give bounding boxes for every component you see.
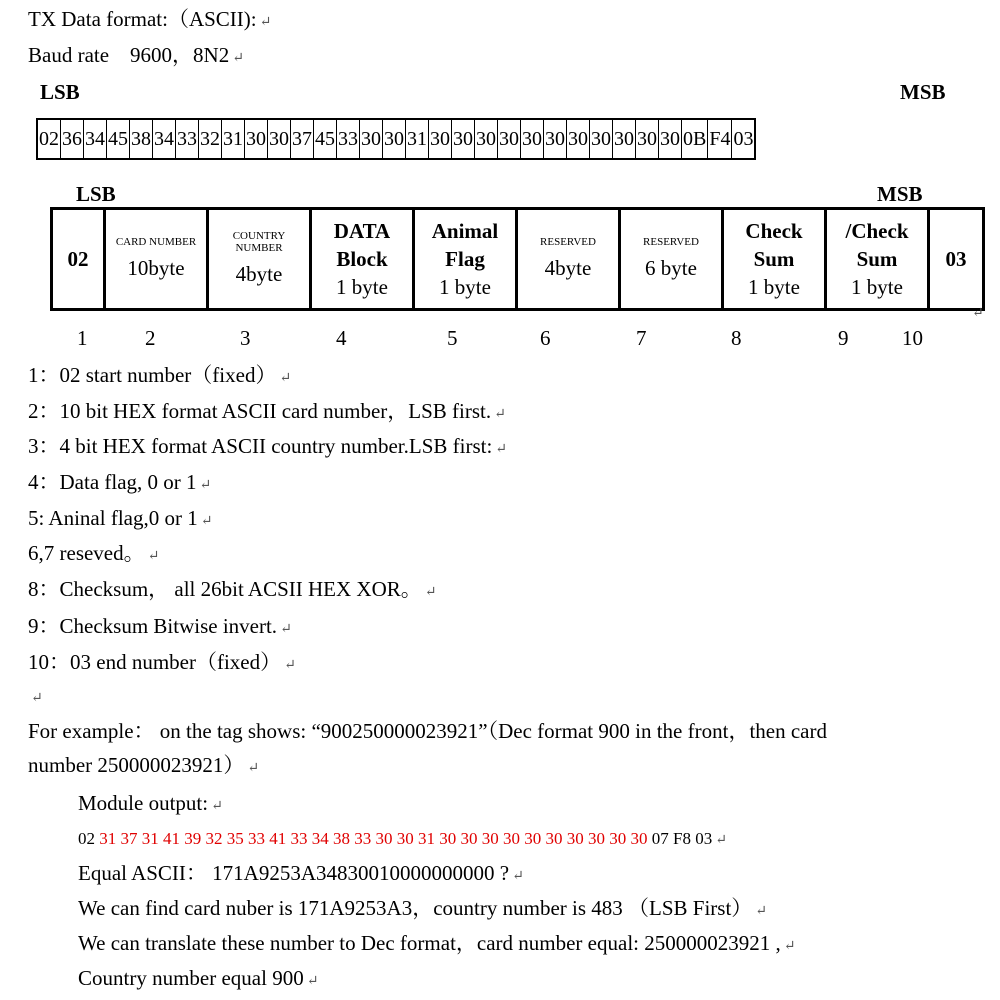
field-title: Check Sum: [745, 219, 803, 271]
output-end: 07 F8 03: [651, 829, 713, 848]
field-row: [52, 209, 984, 310]
field-title: DATA Block: [333, 219, 391, 271]
note-line: 2：10 bit HEX format ASCII card number，LSB first. ↵: [28, 399, 506, 423]
byte-cell: 30: [567, 119, 590, 159]
field-number: 7: [636, 326, 647, 350]
byte-cell: 37: [291, 119, 314, 159]
field-cell: [311, 209, 414, 310]
byte-cell: 30: [429, 119, 452, 159]
field-number: 2: [145, 326, 156, 350]
output-start: 02: [78, 829, 95, 848]
byte-cell: 30: [268, 119, 291, 159]
field-number: 3: [240, 326, 251, 350]
byte-cell: 45: [107, 119, 130, 159]
note-line: 6,7 reseved。 ↵: [28, 541, 160, 565]
byte-cell: 30: [452, 119, 475, 159]
byte-cell: 30: [590, 119, 613, 159]
field-cell: [105, 209, 208, 310]
field-number-row: [0, 326, 1000, 352]
byte-cell: 30: [498, 119, 521, 159]
byte-cell: 31: [222, 119, 245, 159]
byte-cell: 32: [199, 119, 222, 159]
field-cell: [929, 209, 984, 310]
field-cell: [826, 209, 929, 310]
field-size: 10byte: [127, 256, 185, 280]
field-cell: [517, 209, 620, 310]
field-cell: [52, 209, 105, 310]
field-number: 6: [540, 326, 551, 350]
baud-rate-line: Baud rate 9600，8N2 ↵: [28, 43, 244, 67]
field-title: RESERVED: [643, 236, 699, 248]
note-line: 9：Checksum Bitwise invert. ↵: [28, 614, 292, 638]
field-size: 03: [945, 247, 967, 271]
byte-cell: 02: [37, 119, 61, 159]
byte-cell: 30: [475, 119, 498, 159]
byte-row: [37, 119, 755, 159]
output-data-bytes: 31 37 31 41 39 32 35 33 41 33 34 38 33 30 30 31 30 30 30 30 30 30 30 30 30 30: [99, 829, 648, 848]
field-number: 8: [731, 326, 742, 350]
note-line: 8：Checksum， all 26bit ACSII HEX XOR。 ↵: [28, 577, 437, 601]
byte-cell: 31: [406, 119, 429, 159]
byte-cell: 30: [521, 119, 544, 159]
example-line-2: number 250000023921） ↵: [28, 753, 260, 777]
note-line: 1：02 start number（fixed） ↵: [28, 363, 292, 387]
field-cell: [620, 209, 723, 310]
byte-cell: 33: [176, 119, 199, 159]
field-size: 1 byte: [439, 275, 491, 299]
field-size: 02: [67, 247, 89, 271]
empty-paragraph: ↵: [31, 691, 43, 706]
field-size: 1 byte: [336, 275, 388, 299]
byte-cell: 45: [314, 119, 337, 159]
byte-cell: 0B: [682, 119, 708, 159]
byte-cell: 30: [613, 119, 636, 159]
byte-cell: 30: [636, 119, 659, 159]
field-number: 4: [336, 326, 347, 350]
field-size: 6 byte: [645, 256, 697, 280]
field-title: COUNTRY NUMBER: [232, 230, 286, 254]
byte-cell: 34: [153, 119, 176, 159]
note-line: 3：4 bit HEX format ASCII country number.LSB first: ↵: [28, 434, 508, 458]
field-title: RESERVED: [540, 236, 596, 248]
byte-cell: 30: [383, 119, 406, 159]
module-output-bytes: 02 31 37 31 41 39 32 35 33 41 33 34 38 33 30 30 31 30 30 30 30 30 30 30 30 30 30 07 F8 03 ↵: [78, 829, 727, 848]
byte-cell: 36: [61, 119, 84, 159]
field-cell: [208, 209, 311, 310]
translate-line: We can translate these number to Dec format，card number equal: 250000023921 , ↵: [78, 931, 796, 955]
paragraph-mark: ↵: [972, 306, 984, 321]
byte-cell: 38: [130, 119, 153, 159]
equal-ascii-line: Equal ASCII： 171A9253A34830010000000000 ? ↵: [78, 861, 524, 885]
note-line: 4：Data flag, 0 or 1 ↵: [28, 470, 212, 494]
field-number: 10: [902, 326, 923, 350]
field-size: 4byte: [235, 262, 283, 286]
byte-cell: F4: [708, 119, 732, 159]
field-title: /Check Sum: [845, 219, 909, 271]
field-size: 4byte: [544, 256, 592, 280]
field-size: 1 byte: [851, 275, 903, 299]
byte-cell: 30: [544, 119, 567, 159]
byte-table-lsb: LSB: [40, 80, 80, 104]
byte-table-msb: MSB: [900, 80, 946, 104]
field-number: 5: [447, 326, 458, 350]
byte-table: [36, 118, 756, 160]
field-title: Animal Flag: [431, 219, 499, 271]
card-number-line: We can find card nuber is 171A9253A3，country number is 483 （LSB First） ↵: [78, 896, 768, 920]
byte-cell: 34: [84, 119, 107, 159]
field-title: CARD NUMBER: [115, 236, 197, 248]
tx-format-line: TX Data format:（ASCII): ↵: [28, 7, 272, 31]
country-number-line: Country number equal 900 ↵: [78, 966, 319, 990]
byte-cell: 33: [337, 119, 360, 159]
field-table: [50, 207, 985, 311]
field-table-msb: MSB: [877, 182, 923, 206]
field-cell: [723, 209, 826, 310]
field-cell: [414, 209, 517, 310]
field-number: 9: [838, 326, 849, 350]
example-line-1: For example： on the tag shows: “900250000023921”（Dec format 900 in the front，then card: [28, 719, 827, 743]
note-line: 5: Aninal flag,0 or 1 ↵: [28, 506, 213, 530]
note-line: 10：03 end number（fixed） ↵: [28, 650, 296, 674]
module-output-label: Module output: ↵: [78, 791, 223, 815]
field-table-lsb: LSB: [76, 182, 116, 206]
byte-cell: 30: [245, 119, 268, 159]
field-size: 1 byte: [748, 275, 800, 299]
byte-cell: 03: [732, 119, 756, 159]
byte-cell: 30: [659, 119, 682, 159]
byte-cell: 30: [360, 119, 383, 159]
field-number: 1: [77, 326, 88, 350]
